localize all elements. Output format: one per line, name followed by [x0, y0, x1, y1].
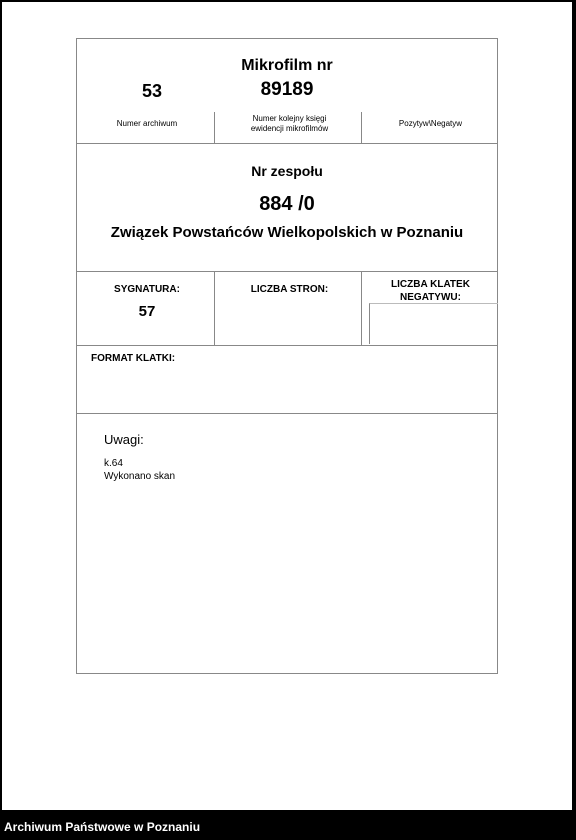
divider — [77, 345, 497, 346]
notes-label: Uwagi: — [104, 432, 144, 447]
notes-body — [104, 457, 175, 483]
format-label: FORMAT KLATKI: — [91, 353, 176, 364]
divider — [77, 143, 497, 144]
fonds-number: 884 /0 — [259, 193, 315, 215]
fonds-label: Nr zespołu — [251, 163, 323, 179]
archive-number-caption: Numer archiwum — [116, 119, 178, 128]
frames-label-line: NEGATYWU: — [400, 292, 461, 303]
signature-value: 57 — [138, 303, 156, 320]
signature-label: SYGNATURA: — [114, 284, 180, 295]
institution-footer: Archiwum Państwowe w Poznaniu — [4, 820, 201, 834]
archive-number: 53 — [141, 81, 163, 101]
pages-label: LICZBA STRON: — [250, 284, 329, 295]
notes-line: k.64 — [104, 458, 123, 469]
microfilm-number: 89189 — [260, 79, 314, 100]
pos-neg-caption: Pozytyw\Negatyw — [398, 119, 463, 128]
divider — [77, 413, 497, 414]
frames-label-line: LICZBA KLATEK — [391, 279, 470, 290]
frames-value-box — [369, 303, 498, 344]
register-caption — [217, 114, 362, 134]
notes-line: Wykonano skan — [104, 471, 176, 482]
frames-label — [362, 278, 499, 304]
divider — [77, 271, 497, 272]
fonds-name: Związek Powstańców Wielkopolskich w Poznaniu — [110, 224, 464, 241]
register-caption-line: Numer kolejny księgi — [252, 114, 327, 123]
register-caption-line: ewidencji mikrofilmów — [250, 124, 329, 133]
document-page — [2, 2, 572, 810]
mikrofilm-label: Mikrofilm nr — [241, 57, 333, 74]
microfilm-card — [76, 38, 498, 674]
